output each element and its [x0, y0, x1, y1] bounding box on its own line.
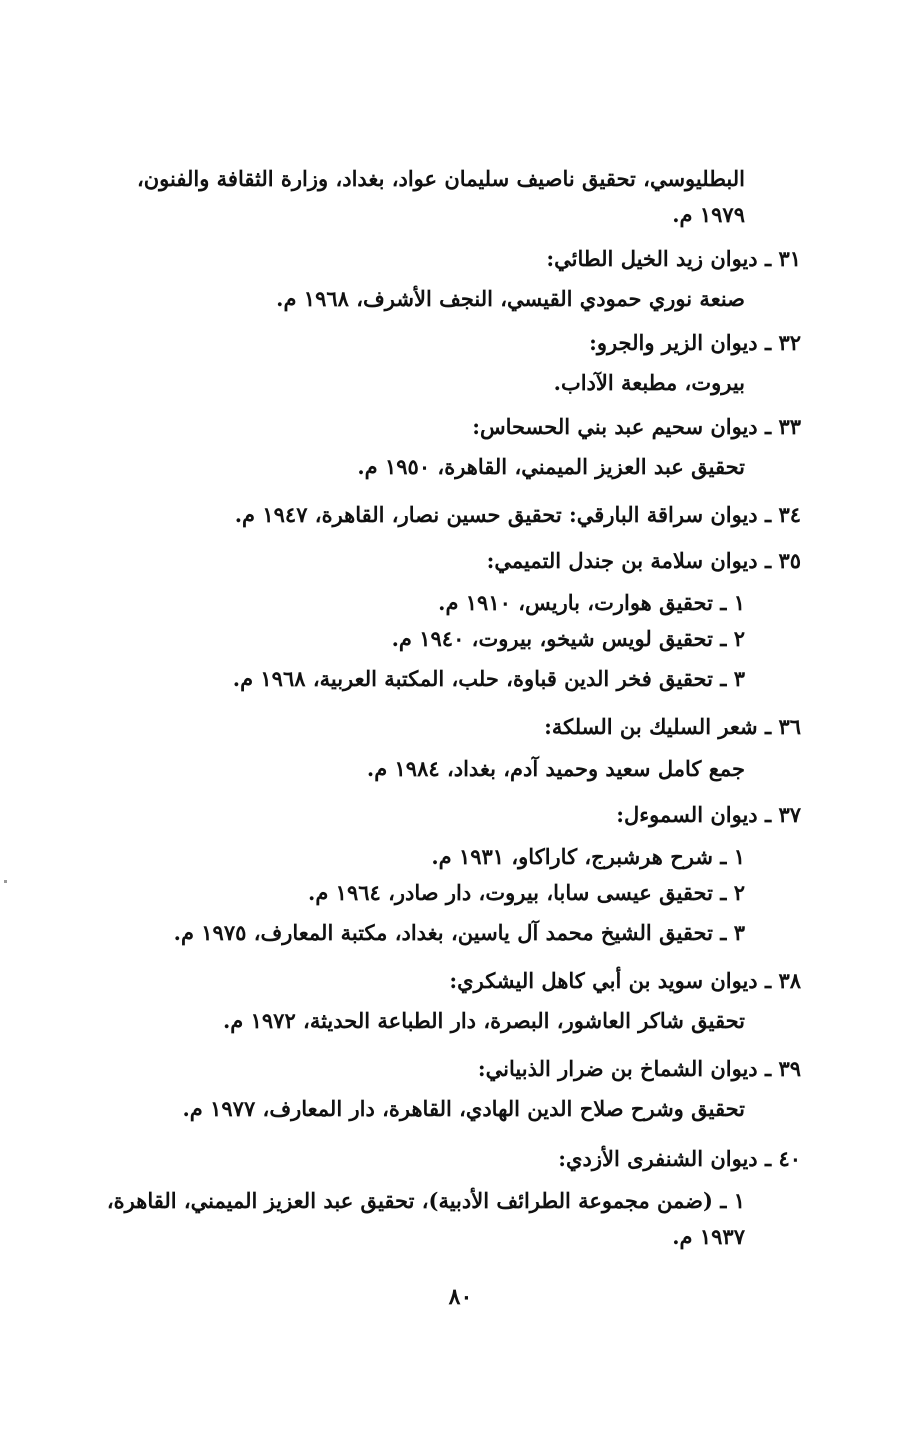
- entry-heading: ٣١ ـ ديوان زيد الخيل الطائي:: [546, 246, 801, 271]
- entry-detail: جمع كامل سعيد وحميد آدم، بغداد، ١٩٨٤ م.: [366, 756, 745, 781]
- entry-heading: ٣٥ ـ ديوان سلامة بن جندل التميمي:: [486, 548, 801, 573]
- entry-detail: ١ ـ تحقيق هوارت، باريس، ١٩١٠ م.: [438, 590, 745, 615]
- entry-detail: تحقيق وشرح صلاح الدين الهادي، القاهرة، دار المعارف، ١٩٧٧ م.: [182, 1096, 745, 1121]
- entry-detail: تحقيق شاكر العاشور، البصرة، دار الطباعة الحديثة، ١٩٧٢ م.: [223, 1008, 745, 1033]
- entry-heading: ٣٢ ـ ديوان الزير والجرو:: [589, 330, 801, 355]
- entry-heading: ٣٩ ـ ديوان الشماخ بن ضرار الذبياني:: [477, 1056, 801, 1081]
- entry-detail: ٣ ـ تحقيق الشيخ محمد آل ياسين، بغداد، مكتبة المعارف، ١٩٧٥ م.: [173, 920, 745, 945]
- entry-heading: ٤٠ ـ ديوان الشنفرى الأزدي:: [558, 1146, 801, 1171]
- entry-heading: ٣٣ ـ ديوان سحيم عبد بني الحسحاس:: [472, 414, 801, 439]
- text-line: ١٩٧٩ م.: [672, 202, 745, 227]
- margin-mark: [4, 880, 7, 883]
- entry-detail: ٣ ـ تحقيق فخر الدين قباوة، حلب، المكتبة العربية، ١٩٦٨ م.: [232, 666, 745, 691]
- page-number: ٨٠: [448, 1284, 473, 1310]
- entry-heading: ٣٤ ـ ديوان سراقة البارقي: تحقيق حسين نصار، القاهرة، ١٩٤٧ م.: [234, 502, 801, 527]
- entry-detail: ١٩٣٧ م.: [672, 1224, 745, 1249]
- entry-detail: ٢ ـ تحقيق لويس شيخو، بيروت، ١٩٤٠ م.: [391, 626, 745, 651]
- entry-detail: بيروت، مطبعة الآداب.: [553, 370, 745, 395]
- entry-heading: ٣٦ ـ شعر السليك بن السلكة:: [544, 714, 801, 739]
- entry-detail: ٢ ـ تحقيق عيسى سابا، بيروت، دار صادر، ١٩٦٤ م.: [308, 880, 745, 905]
- entry-detail: تحقيق عبد العزيز الميمني، القاهرة، ١٩٥٠ م.: [357, 454, 745, 479]
- entry-detail: صنعة نوري حمودي القيسي، النجف الأشرف، ١٩٦٨ م.: [276, 286, 745, 311]
- text-line: البطليوسي، تحقيق ناصيف سليمان عواد، بغداد، وزارة الثقافة والفنون،: [136, 166, 745, 191]
- entry-detail: ١ ـ (ضمن مجموعة الطرائف الأدبية)، تحقيق عبد العزيز الميمني، القاهرة،: [106, 1188, 745, 1213]
- entry-detail: ١ ـ شرح هرشبرج، كاراكاو، ١٩٣١ م.: [431, 844, 745, 869]
- entry-heading: ٣٨ ـ ديوان سويد بن أبي كاهل اليشكري:: [449, 968, 801, 993]
- entry-heading: ٣٧ ـ ديوان السموءل:: [616, 802, 801, 827]
